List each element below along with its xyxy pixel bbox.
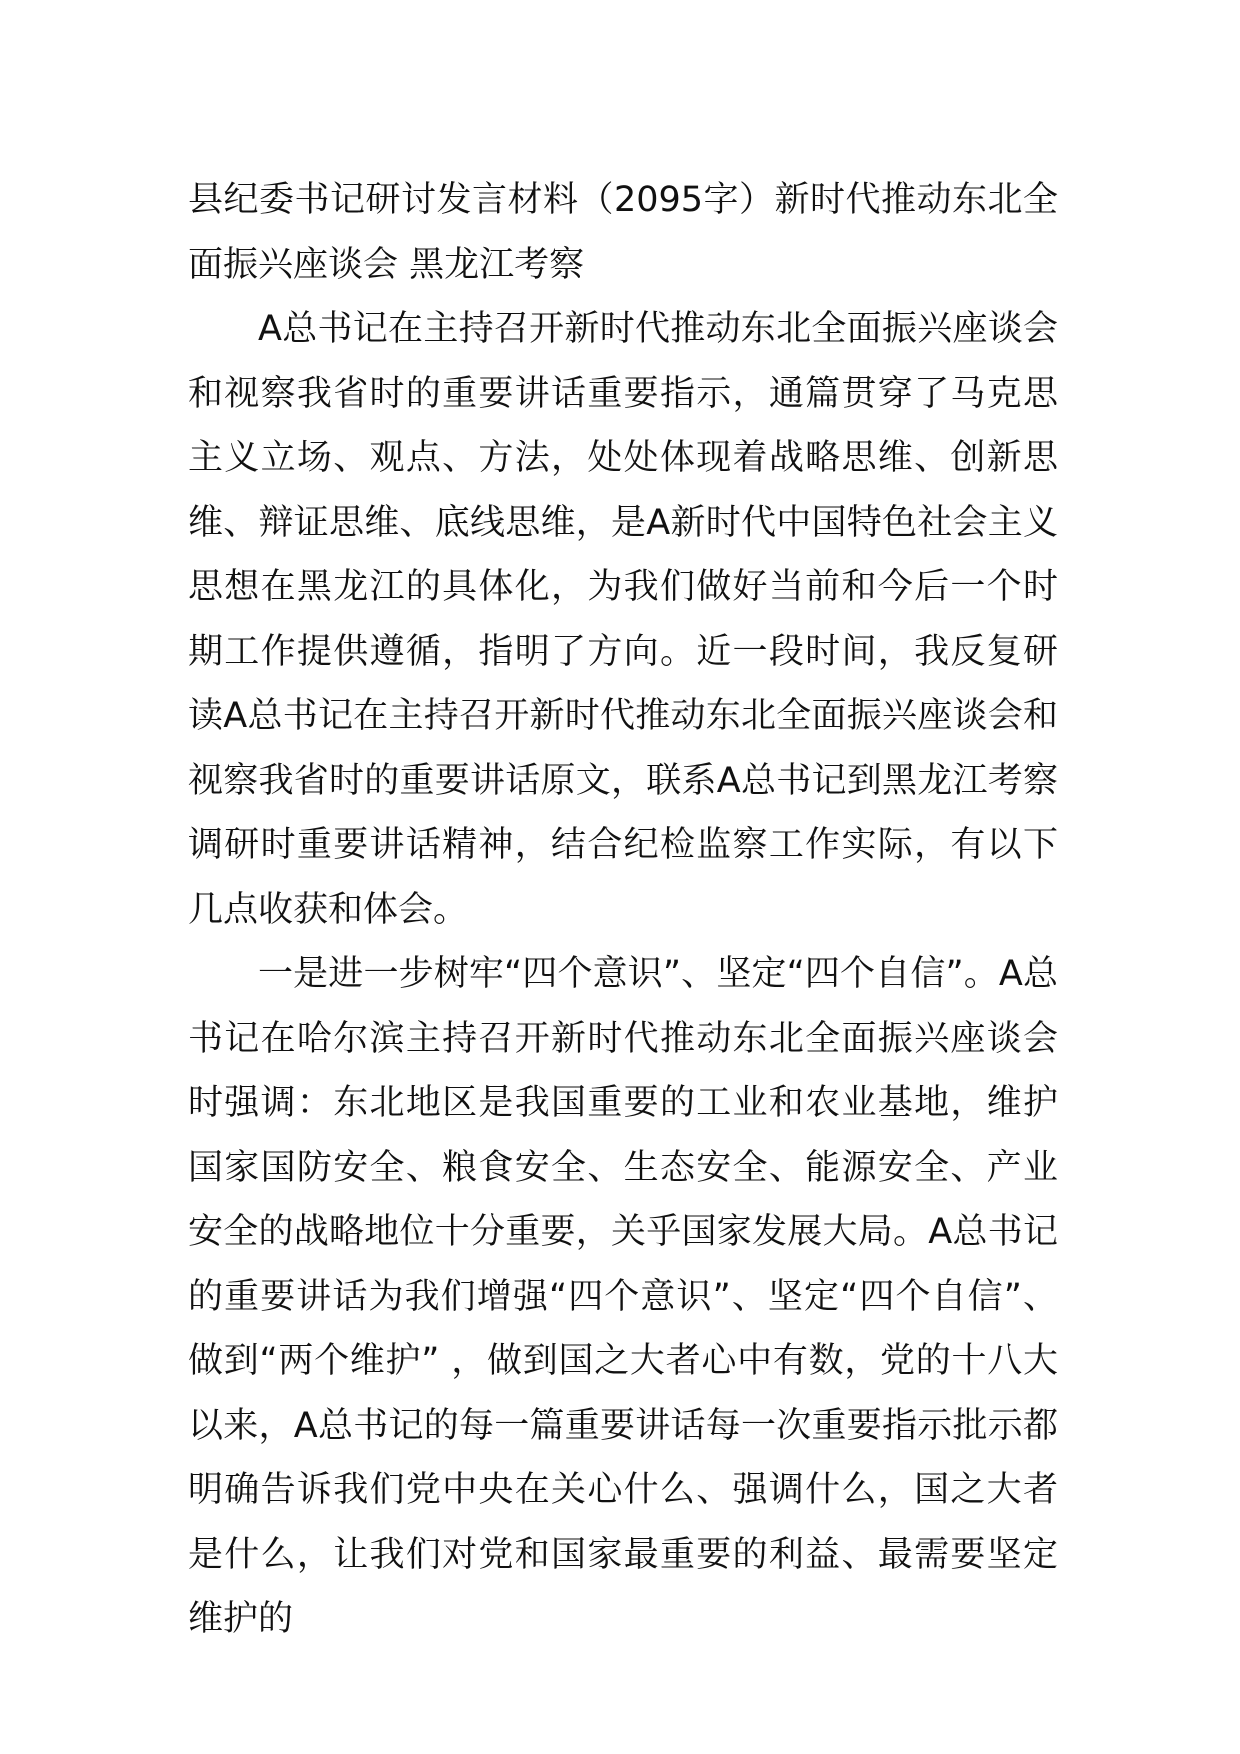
document-title: 县纪委书记研讨发言材料（2095字）新时代推动东北全面振兴座谈会 黑龙江考察 <box>188 180 1058 285</box>
paragraph-point-one: 一是进一步树牢“四个意识”、坚定“四个自信”。A总书记在哈尔滨主持召开新时代推动东北全面振兴座谈会时强调：东北地区是我国重要的工业和农业基地，维护国家国防安全、粮食安全、生态安全、能源安全、产业安全的战略地位十分重要，关乎国家发展大局。A总书记的重要讲话为我们增强“四个意识”、坚定“四个自信”、做到“两个维护” ，做到国之大者心中有数，党的十八大以来，A总书记的每一篇重要讲话每一次重要指示批示都明确告诉我们党中央在关心什么、强调什么，国之大者是什么，让我们对党和国家最重要的利益、最需要坚定维护的 <box>188 954 1058 1639</box>
document-body <box>188 168 1058 1652</box>
paragraph-intro: A总书记在主持召开新时代推动东北全面振兴座谈会和视察我省时的重要讲话重要指示，通篇贯穿了马克思主义立场、观点、方法，处处体现着战略思维、创新思维、辩证思维、底线思维，是A新时代中国特色社会主义思想在黑龙江的具体化，为我们做好当前和今后一个时期工作提供遵循，指明了方向。近一段时间，我反复研读A总书记在主持召开新时代推动东北全面振兴座谈会和视察我省时的重要讲话原文，联系A总书记到黑龙江考察调研时重要讲话精神，结合纪检监察工作实际，有以下几点收获和体会。 <box>188 309 1058 930</box>
